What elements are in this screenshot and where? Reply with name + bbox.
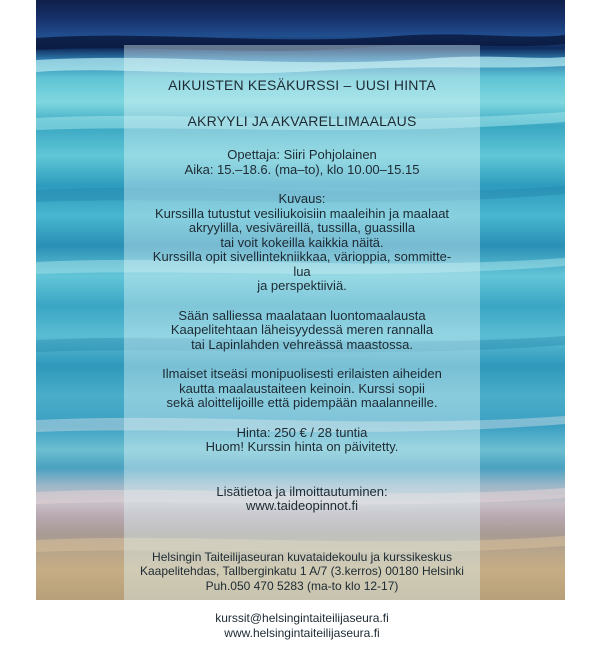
phone-line: Puh.050 470 5283 (ma-to klo 12-17) [205,578,399,593]
outdoor-line: Sään salliessa maalataan luontomaalausta [178,307,426,323]
address-line: Kaapelitehdas, Tallberginkatu 1 A/7 (3.kerros) 00180 Helsinki [140,564,464,578]
description-block [124,192,480,294]
teacher-line: Opettaja: Siiri Pohjolainen [227,147,377,162]
description-line: akryylilla, vesiväreillä, tussilla, guassilla [188,220,416,235]
registration-block [124,485,480,514]
contact-links [124,611,480,640]
price-line: Hinta: 250 € / 28 tuntia [236,424,368,440]
price-block [124,426,480,455]
website-url: www.helsingintaiteilijaseura.fi [224,625,380,640]
poster-content [124,76,480,655]
expression-block [124,367,480,411]
description-line: tai voit kokeilla kaikkia näitä. [220,234,384,250]
registration-label: Lisätietoa ja ilmoittautuminen: [216,483,388,499]
description-label: Kuvaus: [278,191,326,206]
time-line: Aika: 15.–18.6. (ma–to), klo 10.00–15.15 [184,161,420,177]
price-note: Huom! Kurssin hinta on päivitetty. [205,439,399,454]
expression-line: kautta maalaustaiteen keinoin. Kurssi sopii [179,380,425,396]
expression-line: sekä aloittelijoille että pidempään maalanneille. [166,395,438,410]
expression-line: Ilmaiset itseäsi monipuolisesti erilaisten aiheiden [162,366,442,381]
organization-block [124,550,480,594]
outdoor-line: tai Lapinlahden vehreässä maastossa. [191,336,413,352]
description-line: lua [293,263,311,279]
outdoor-painting-block [124,309,480,353]
course-subtitle: AKRYYLI JA AKVARELLIMAALAUS [187,113,417,129]
email-address: kurssit@helsingintaiteilijaseura.fi [215,611,389,625]
organization-line: Helsingin Taiteilijaseuran kuvataidekoulu ja kurssikeskus [152,549,452,564]
poster-title: AIKUISTEN KESÄKURSSI – UUSI HINTA [168,77,436,93]
course-details [124,148,480,177]
description-line: Kurssilla tutustut vesiliukoisiin maaleihin ja maalaat [154,205,450,221]
outdoor-line: Kaapelitehtaan läheisyydessä meren rannalla [170,322,434,337]
registration-url: www.taideopinnot.fi [245,498,358,513]
description-line: Kurssilla opit sivellintekniikkaa, värioppia, sommitte- [152,249,452,264]
description-line: ja perspektiiviä. [257,278,347,293]
